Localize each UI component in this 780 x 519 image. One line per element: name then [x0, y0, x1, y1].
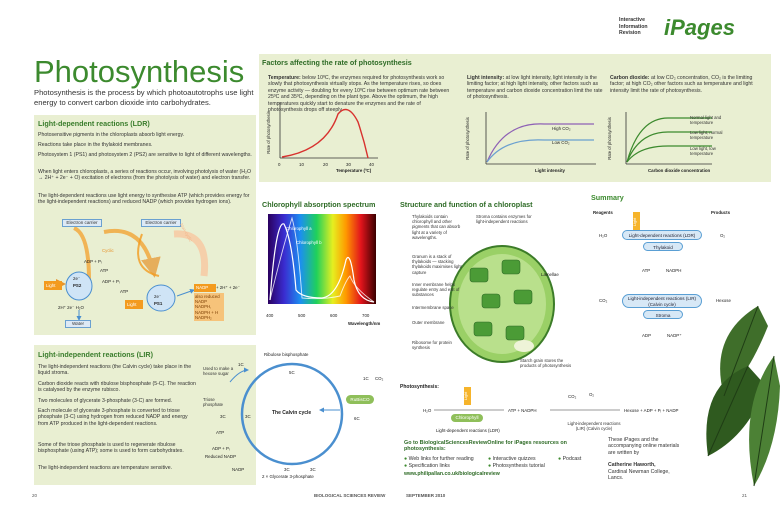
- online-item-1-text[interactable]: Web links for further reading: [408, 456, 474, 462]
- glyc-c2: 3C: [310, 467, 316, 472]
- summary-products: Products: [711, 210, 731, 215]
- nadp-desc: also reduced NADP NADPH, NADPH + H NADPH₂: [194, 293, 224, 321]
- ldr-para-1: Photosensitive pigments in the chloroplasts absorb light energy.: [38, 132, 185, 138]
- adp-label: ADP + Pᵢ: [212, 446, 230, 451]
- e-ps1: 2e⁻: [154, 294, 162, 299]
- atp-2: ATP: [120, 289, 129, 294]
- summary-co2: CO₂: [599, 298, 608, 303]
- strip-arrows: [430, 406, 630, 414]
- summary-ldr: Light-dependent reactions (LDR): [622, 230, 702, 240]
- hexose-used: Used to make a hexose sugar: [203, 366, 234, 377]
- spectrum-heading: Chlorophyll absorption spectrum: [262, 200, 376, 209]
- granum-label: Granum is a stack of thylakoids — stacking thylakoids maximises light capture: [412, 254, 462, 275]
- summary-heading: Summary: [591, 193, 624, 202]
- lir-para-6: The light-independent reactions are temperature sensitive.: [38, 465, 173, 471]
- inner-membrane-label: Inner membrane helps regulate entry and exit of substances: [412, 282, 460, 298]
- six-c: 6C: [354, 416, 360, 421]
- light-xlabel: Light intensity: [535, 168, 566, 173]
- light-high: High CO₂: [552, 126, 571, 131]
- ipages-logo: iPages: [664, 15, 735, 40]
- electron-carrier-1: Electron carrier: [62, 219, 102, 227]
- credit-text-1: These iPages and the accompanying online materials are written by: [608, 437, 680, 456]
- glycerate-label: 2 × Glycerate 3-phosphate: [262, 474, 314, 479]
- summary-atp: ATP: [642, 268, 651, 273]
- spec-tick-400: 400: [266, 313, 274, 318]
- co2-curve-2: Low light, normal temperature: [690, 130, 723, 141]
- ldr-para-4: When light enters chloroplasts, a series of reactions occur, involving photolysis of water (H₂O → 2H⁺ + 2e⁻ + O) excitation of electrons (from the photolysis of water) and electron transfer.: [38, 169, 252, 182]
- chloroplast-heading: Structure and function of a chloroplast: [400, 200, 533, 209]
- spec-tick-600: 600: [330, 313, 338, 318]
- lir-para-3: Two molecules of glycerate 3-phosphate (3-C) are formed.: [38, 398, 173, 404]
- summary-o2: O₂: [720, 233, 726, 238]
- footer-page-left: 20: [32, 493, 38, 498]
- light-1: Light: [44, 281, 62, 290]
- co2-ylabel: Rate of photosynthesis: [606, 117, 612, 160]
- online-url[interactable]: www.philipallan.co.uk/biologicalreview: [404, 471, 500, 477]
- nadp-box: NADP: [194, 284, 216, 292]
- thylakoids-label: Thylakoids contain chlorophyll and other pigments that can absorb light at a variety of wavelengths.: [412, 214, 461, 240]
- outer-membrane-label: Outer membrane: [412, 320, 445, 325]
- online-item-4: ● Specification links: [404, 463, 450, 469]
- chlb-label: Chlorophyll b: [296, 240, 322, 245]
- starch-label: Starch grain stores the products of photosynthesis: [520, 358, 572, 369]
- lamellae-label: Lamellae: [541, 272, 559, 277]
- ldr-para-2: Reactions take place in the thylakoid membranes.: [38, 142, 153, 148]
- strip-light-badge: Light: [464, 387, 471, 405]
- online-item-5-text[interactable]: Photosynthesis tutorial: [492, 463, 545, 469]
- summary-nadph: NADPH: [666, 268, 682, 273]
- chla-label: Chlorophyll a: [286, 226, 312, 231]
- strip-ldr: Light-dependent reactions (LDR): [436, 428, 500, 433]
- online-heading: Go to BiologicalSciencesReviewOnline for iPages resources on photosynthesis:: [404, 440, 567, 453]
- reduced-nadp-label: Reduced NADP: [205, 454, 236, 459]
- glyc-c1: 3C: [284, 467, 290, 472]
- lir-para-5: Some of the triose phosphate is used to regenerate ribulose bisphosphate (using ATP); some is used to form carbohydrates.: [38, 442, 184, 455]
- online-item-4-text[interactable]: Specification links: [408, 463, 450, 469]
- ldr-para-3: Photosystem 1 (PS1) and photosystem 2 (PS2) are sensitive to light of different wavelengths.: [38, 152, 252, 158]
- co2-xlabel: Carbon dioxide concentration: [648, 168, 711, 173]
- strip-co2: CO₂: [568, 394, 577, 399]
- water-eq: 2H⁺ 2e⁻ H₂O: [58, 305, 84, 310]
- noncyclic-label: Non-cyclic: [178, 222, 194, 243]
- ps1-label: PS1: [154, 301, 163, 306]
- summary-thylakoid: Thylakoid: [643, 242, 683, 251]
- summary-nadp: NADP⁺: [667, 333, 682, 338]
- temp-tick-3: 30: [346, 162, 351, 167]
- brand-line-3: Revision: [619, 30, 641, 36]
- online-item-3: ● Podcast: [558, 456, 582, 462]
- hexose-c: 1C: [238, 362, 244, 367]
- co2-curve-1: Normal light and temperature: [690, 115, 722, 126]
- cyclic-label: Cyclic: [102, 248, 114, 253]
- temp-tick-4: 40: [369, 162, 374, 167]
- light-chart: [484, 112, 604, 168]
- co2-label: CO₂: [375, 376, 384, 381]
- light-text: [467, 75, 603, 101]
- co2-text: [610, 75, 766, 94]
- online-item-3-text[interactable]: Podcast: [562, 456, 582, 462]
- co2-title: Carbon dioxide:: [610, 75, 650, 81]
- electron-carrier-2: Electron carrier: [141, 219, 181, 227]
- leaf-illustration: [688, 296, 780, 492]
- co2-body: at low CO₂ concentration, CO₂ is the limiting factor; at high CO₂ other factors such as temperature and light intensity limit the rate of photosynthesis.: [610, 75, 753, 94]
- light-ylabel: Rate of photosynthesis: [464, 117, 470, 160]
- credit-author: Catherine Haworth,: [608, 462, 656, 468]
- summary-lir: Light-independent reactions (LIR) (Calvin cycle): [622, 294, 702, 308]
- spec-tick-500: 500: [298, 313, 306, 318]
- adp-1: ADP + Pᵢ: [84, 259, 102, 264]
- summary-h2o: H₂O: [599, 233, 608, 238]
- water-box: Water: [65, 320, 91, 328]
- rubp-c: 5C: [289, 370, 295, 375]
- stroma-label: Stroma contains enzymes for light-independent reactions: [476, 214, 532, 225]
- strip-atp-nadph: ATP + NADPH: [508, 408, 537, 413]
- temp-tick-2: 20: [323, 162, 328, 167]
- nadp-eq: + 2H⁺ + 2e⁻: [216, 285, 240, 290]
- ps2-label: PS2: [73, 283, 82, 288]
- temp-body: below 10ºC, the enzymes required for photosynthesis work so slowly that photosynthesis virtually stops. As the temperature rises, so does enzyme activity — doubling for every 10ºC rise between optimum rate between 25ºC and 35ºC, depending on the plant type. Above the optimum, the high temperatures quickly start to denature the enzymes and the rate of photosynthesis drops off steeply.: [268, 75, 450, 114]
- brand-line-2: Information: [619, 23, 648, 30]
- nadp-label: NADP: [232, 467, 245, 472]
- online-item-5: ● Photosynthesis tutorial: [488, 463, 545, 469]
- credit-text-2: Cardinal Newman College, Lancs.: [608, 469, 670, 482]
- ldr-para-5: The light-dependent reactions use light energy to synthesise ATP (which provides energy for the light-independent reactions) and reduced NADP (which provides hydrogen ions).: [38, 193, 250, 206]
- light-body: at low light intensity, light intensity is the limiting factor; at high light intensity, other factors such as temperature and carbon dioxide concentration limit the rate of photosynthesis.: [467, 75, 603, 101]
- strip-label: Photosynthesis:: [400, 384, 439, 390]
- temp-tick-1: 10: [299, 162, 304, 167]
- co2-curve-3: Low light, low temperature: [690, 146, 716, 157]
- spectrum-chart: [262, 210, 382, 310]
- summary-hexose: Hexose: [716, 298, 731, 303]
- strip-h2o: H₂O: [423, 408, 432, 413]
- rubisco-badge: RuBisCO: [346, 395, 374, 404]
- triose-label: Triose phosphate: [203, 397, 224, 408]
- ldr-heading: Light-dependent reactions (LDR): [38, 119, 150, 128]
- footer-publication: BIOLOGICAL SCIENCES REVIEW: [314, 493, 386, 498]
- temp-tick-0: 0: [278, 162, 281, 167]
- summary-reagents: Reagents: [593, 210, 613, 215]
- temp-title: Temperature:: [268, 75, 301, 81]
- intermembrane-label: Intermembrane space: [412, 305, 454, 310]
- light-low: Low CO₂: [552, 140, 570, 145]
- light-2: Light: [125, 300, 143, 309]
- adp-2: ADP + Pᵢ: [102, 279, 120, 284]
- intro-text: Photosynthesis is the process by which photoautotrophs use light energy to convert carbon dioxide into carbohydrates.: [34, 88, 254, 107]
- calvin-label: The Calvin cycle: [272, 410, 312, 416]
- triose-c1: 3C: [220, 414, 226, 419]
- online-item-2: ● Interactive quizzes: [488, 456, 536, 462]
- triose-c2: 3C: [245, 414, 251, 419]
- temp-ylabel: Rate of photosynthesis: [265, 111, 271, 154]
- strip-o2: O₂: [589, 392, 595, 397]
- co2-c: 1C: [363, 376, 369, 381]
- lir-para-4: Each molecule of glycerate 3-phosphate is converted to triose phosphate (3-C) using hydrogen from reduced NADP and energy from ATP produced in the light-dependent reactions.: [38, 408, 188, 427]
- footer-page-right: 21: [742, 493, 748, 498]
- footer-date: SEPTEMBER 2010: [406, 493, 446, 498]
- strip-lir: Light-independent reactions (LIR) (Calvin cycle): [567, 421, 621, 432]
- temp-xlabel: Temperature (ºC): [336, 168, 372, 173]
- atp-1: ATP: [100, 268, 109, 273]
- spec-xlabel: Wavelength/nm: [348, 321, 381, 326]
- atp-label: ATP: [216, 430, 225, 435]
- online-item-1: ● Web links for further reading: [404, 456, 474, 462]
- lir-para-1: The light-independent reactions (the Calvin cycle) take place in the liquid stroma.: [38, 364, 192, 377]
- light-title: Light intensity:: [467, 75, 505, 81]
- lir-para-2: Carbon dioxide reacts with ribulose bisphosphate (5-C). The reaction is catalysed by the enzyme rubisco.: [38, 381, 196, 394]
- factors-heading: Factors affecting the rate of photosynthesis: [262, 58, 412, 67]
- e-ps2: 2e⁻: [73, 276, 81, 281]
- lir-heading: Light-independent reactions (LIR): [38, 350, 153, 359]
- rubp-label: Ribulose bisphosphate: [264, 352, 309, 357]
- online-item-2-text[interactable]: Interactive quizzes: [492, 456, 536, 462]
- spec-tick-700: 700: [362, 313, 370, 318]
- page-title: Photosynthesis: [34, 54, 245, 89]
- strip-hexose: Hexose + ADP + Pᵢ + NADP: [624, 408, 679, 413]
- summary-adp: ADP: [642, 333, 652, 338]
- summary-light-badge: Light: [633, 212, 640, 232]
- ribosome-label: Ribosome for protein synthesis: [412, 340, 452, 351]
- summary-stroma: Stroma: [643, 310, 683, 319]
- strip-chlorophyll: Chlorophyll: [451, 414, 483, 422]
- brand-line-1: Interactive: [619, 17, 645, 23]
